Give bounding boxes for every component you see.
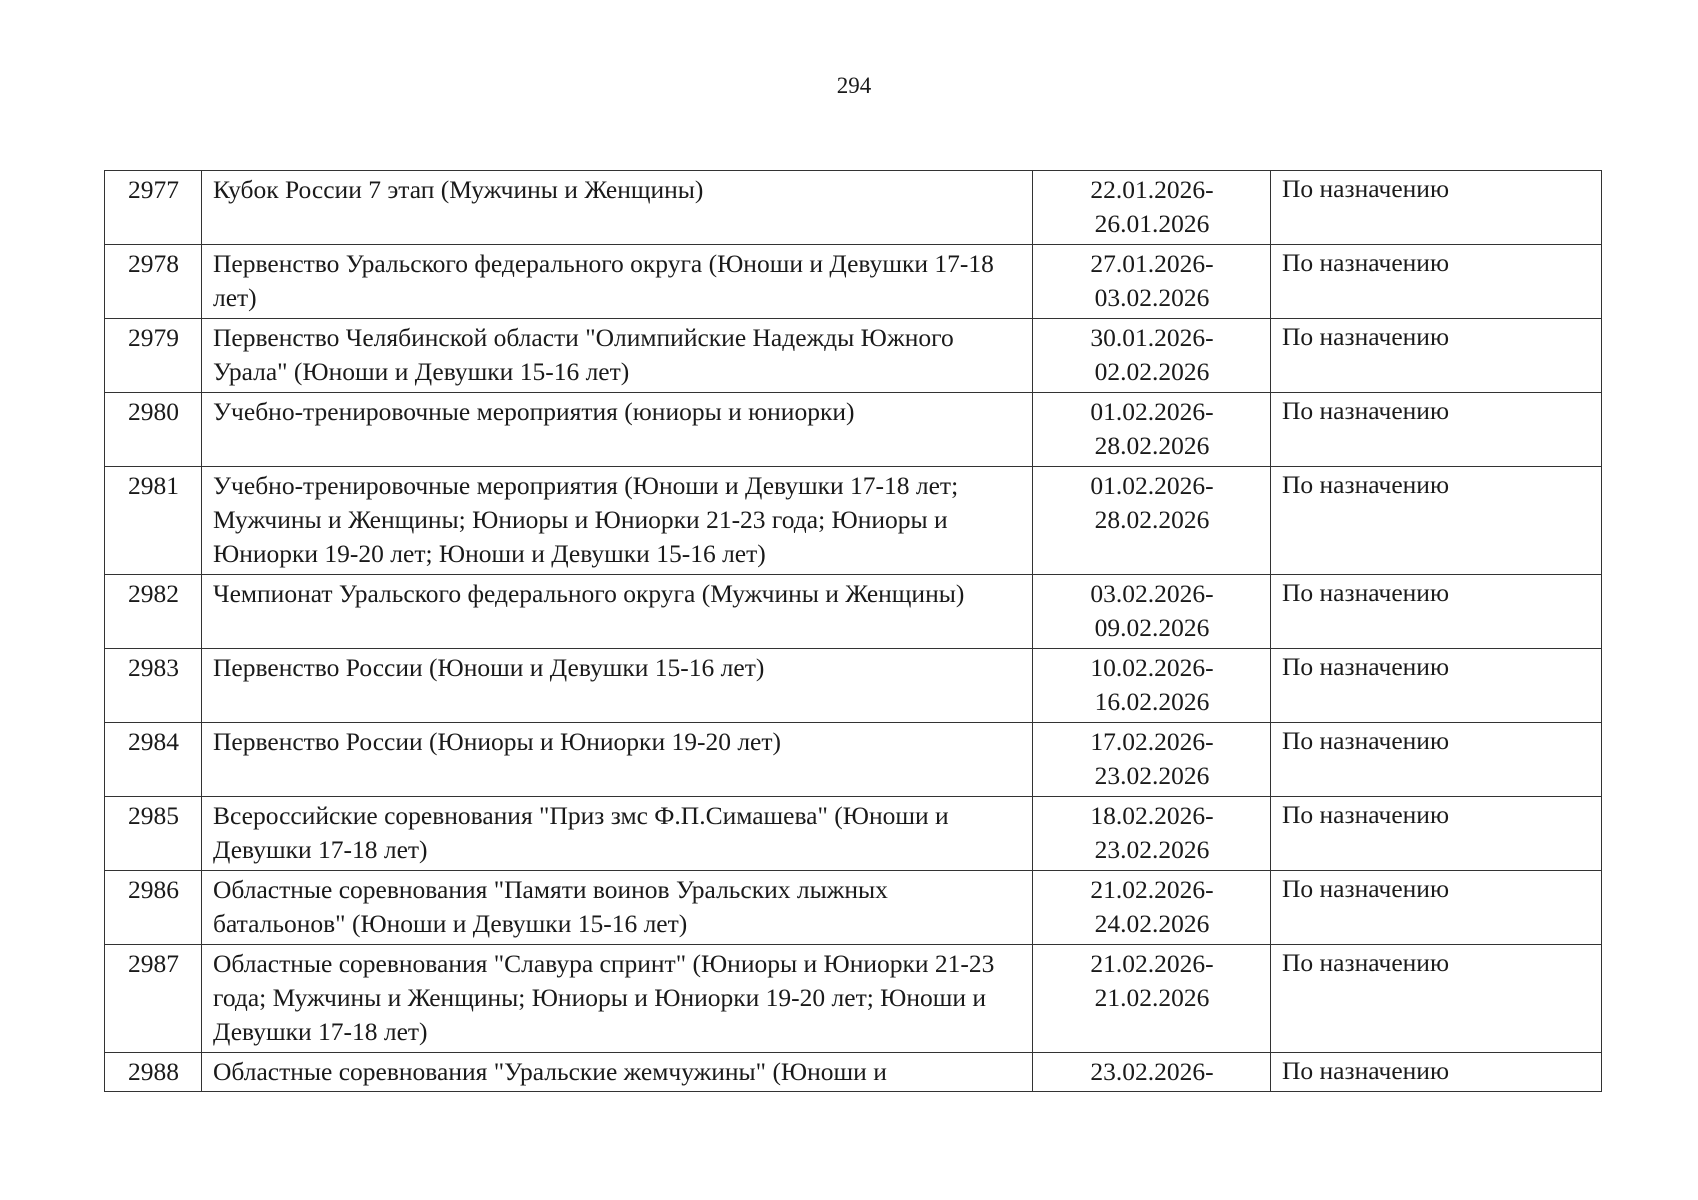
table-row — [105, 723, 1602, 797]
table-row — [105, 171, 1602, 245]
row-number: 2986 — [105, 871, 202, 945]
event-place: По назначению — [1271, 245, 1602, 319]
date-to: 16.02.2026 — [1094, 687, 1210, 716]
event-name: Первенство Челябинской области "Олимпийские Надежды Южного Урала" (Юноши и Девушки 15-16 лет) — [202, 319, 1033, 393]
row-number: 2979 — [105, 319, 202, 393]
event-dates — [1033, 575, 1271, 649]
event-dates — [1033, 649, 1271, 723]
table-row — [105, 245, 1602, 319]
row-number: 2983 — [105, 649, 202, 723]
date-from: 03.02.2026- — [1090, 579, 1214, 608]
event-name: Учебно-тренировочные мероприятия (Юноши и Девушки 17-18 лет; Мужчины и Женщины; Юниоры и Юниорки 21-23 года; Юниоры и Юниорки 19-20 лет; Юноши и Девушки 15-16 лет) — [202, 467, 1033, 575]
date-from: 23.02.2026- — [1090, 1057, 1214, 1086]
table-row — [105, 319, 1602, 393]
date-to: 24.02.2026 — [1094, 909, 1210, 938]
table-row — [105, 945, 1602, 1053]
event-dates — [1033, 171, 1271, 245]
event-name: Областные соревнования "Славура спринт" (Юниоры и Юниорки 21-23 года; Мужчины и Женщины; Юниоры и Юниорки 19-20 лет; Юноши и Девушки 17-18 лет) — [202, 945, 1033, 1053]
row-number: 2984 — [105, 723, 202, 797]
date-from: 27.01.2026- — [1090, 249, 1214, 278]
event-dates — [1033, 945, 1271, 1053]
table-row — [105, 871, 1602, 945]
date-from: 18.02.2026- — [1090, 801, 1214, 830]
table-row — [105, 393, 1602, 467]
event-place: По назначению — [1271, 1053, 1602, 1092]
event-place: По назначению — [1271, 575, 1602, 649]
event-name: Первенство России (Юниоры и Юниорки 19-20 лет) — [202, 723, 1033, 797]
event-place: По назначению — [1271, 171, 1602, 245]
event-dates — [1033, 393, 1271, 467]
table-row — [105, 575, 1602, 649]
row-number: 2985 — [105, 797, 202, 871]
event-dates — [1033, 319, 1271, 393]
date-from: 10.02.2026- — [1090, 653, 1214, 682]
event-place: По назначению — [1271, 945, 1602, 1053]
event-place: По назначению — [1271, 393, 1602, 467]
table-row — [105, 467, 1602, 575]
date-to: 28.02.2026 — [1094, 505, 1210, 534]
event-place: По назначению — [1271, 649, 1602, 723]
row-number: 2980 — [105, 393, 202, 467]
event-name: Первенство Уральского федерального округа (Юноши и Девушки 17-18 лет) — [202, 245, 1033, 319]
event-place: По назначению — [1271, 467, 1602, 575]
date-to: 23.02.2026 — [1094, 835, 1210, 864]
row-number: 2982 — [105, 575, 202, 649]
page-number: 294 — [836, 73, 872, 98]
date-from: 30.01.2026- — [1090, 323, 1214, 352]
event-name: Всероссийские соревнования "Приз змс Ф.П.Симашева" (Юноши и Девушки 17-18 лет) — [202, 797, 1033, 871]
date-to: 21.02.2026 — [1094, 983, 1210, 1012]
row-number: 2981 — [105, 467, 202, 575]
date-to: 28.02.2026 — [1094, 431, 1210, 460]
date-to: 09.02.2026 — [1094, 613, 1210, 642]
event-name: Кубок России 7 этап (Мужчины и Женщины) — [202, 171, 1033, 245]
event-dates — [1033, 1053, 1271, 1092]
event-name: Первенство России (Юноши и Девушки 15-16 лет) — [202, 649, 1033, 723]
date-from: 17.02.2026- — [1090, 727, 1214, 756]
row-number: 2978 — [105, 245, 202, 319]
event-place: По назначению — [1271, 723, 1602, 797]
event-name: Областные соревнования "Уральские жемчужины" (Юноши и — [202, 1053, 1033, 1092]
event-dates — [1033, 245, 1271, 319]
events-table — [104, 170, 1602, 1092]
row-number: 2988 — [105, 1053, 202, 1092]
event-name: Областные соревнования "Памяти воинов Уральских лыжных батальонов" (Юноши и Девушки 15-16 лет) — [202, 871, 1033, 945]
event-place: По назначению — [1271, 871, 1602, 945]
table-row — [105, 649, 1602, 723]
table-row — [105, 1053, 1602, 1092]
date-to: 26.01.2026 — [1094, 209, 1210, 238]
event-dates — [1033, 871, 1271, 945]
date-from: 01.02.2026- — [1090, 397, 1214, 426]
date-from: 01.02.2026- — [1090, 471, 1214, 500]
date-to: 02.02.2026 — [1094, 357, 1210, 386]
date-from: 22.01.2026- — [1090, 175, 1214, 204]
event-dates — [1033, 723, 1271, 797]
event-place: По назначению — [1271, 797, 1602, 871]
row-number: 2987 — [105, 945, 202, 1053]
event-name: Учебно-тренировочные мероприятия (юниоры и юниорки) — [202, 393, 1033, 467]
event-dates — [1033, 467, 1271, 575]
event-name: Чемпионат Уральского федерального округа (Мужчины и Женщины) — [202, 575, 1033, 649]
date-from: 21.02.2026- — [1090, 949, 1214, 978]
date-to: 23.02.2026 — [1094, 761, 1210, 790]
row-number: 2977 — [105, 171, 202, 245]
date-from: 21.02.2026- — [1090, 875, 1214, 904]
event-dates — [1033, 797, 1271, 871]
table-row — [105, 797, 1602, 871]
event-place: По назначению — [1271, 319, 1602, 393]
date-to: 03.02.2026 — [1094, 283, 1210, 312]
